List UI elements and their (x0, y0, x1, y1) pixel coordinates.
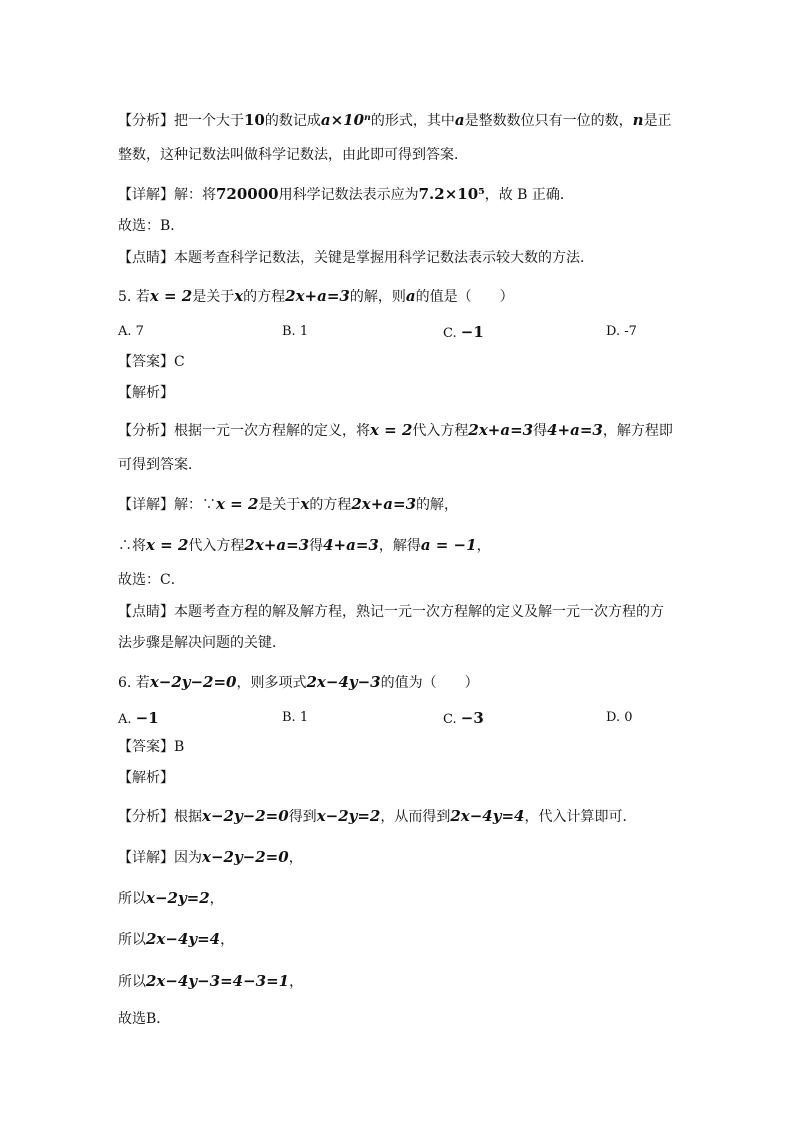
math: a = −1 (420, 536, 477, 554)
text: 所以 (118, 932, 146, 948)
text: ， (289, 974, 304, 990)
text: 的值是（ ） (415, 289, 514, 305)
math: x−2y−2=0 (202, 848, 289, 866)
text: ， (288, 850, 303, 866)
math: 720000 (216, 185, 279, 203)
math: 2x−4y=4 (450, 807, 525, 825)
q4-analysis-line-2: 整数，这种记数法叫做科学记数法，由此即可得到答案． (118, 147, 468, 163)
math: −1 (135, 709, 159, 727)
q6-stem (118, 672, 479, 693)
math: 10 (244, 111, 265, 129)
math: 2x+a=3 (244, 536, 310, 554)
text: ，解得 (378, 538, 421, 554)
math: a (405, 287, 416, 305)
text: 所以 (118, 891, 146, 907)
text: 是整数数位只有一位的数， (464, 113, 633, 129)
math: 2x−4y−3 (306, 673, 381, 691)
q4-choice: 故选：B． (118, 218, 185, 234)
math: x = 2 (216, 495, 259, 513)
text: ，则多项式 (236, 675, 307, 691)
text: ，代入计算即可． (524, 809, 637, 825)
math: 2x−4y−3=4−3=1 (146, 972, 290, 990)
q5-detail-line-1 (118, 494, 458, 515)
q4-detail-line (118, 184, 574, 205)
q5-stem (118, 286, 514, 307)
text: 5. 若 (118, 289, 150, 305)
text: ，从而得到 (380, 809, 451, 825)
text: 【详解】解：∵ (118, 497, 216, 513)
math: x−2y−2=0 (149, 673, 237, 691)
text: 是关于 (192, 289, 235, 305)
q4-comment: 【点睛】本题考查科学记数法，关键是掌握用科学记数法表示较大数的方法． (118, 250, 594, 266)
q6-choice: 故选B． (118, 1011, 171, 1027)
text: 的方程 (309, 497, 352, 513)
text: 【分析】根据 (118, 809, 202, 825)
math: −1 (460, 323, 484, 341)
text: 用科学记数法表示应为 (278, 187, 419, 203)
text: ，故 B 正确． (484, 187, 574, 203)
text: A. (118, 712, 132, 727)
math: 4+a=3 (323, 536, 379, 554)
text: ，解方程即 (602, 423, 673, 439)
math: x = 2 (146, 536, 189, 554)
text: 得到 (288, 809, 317, 825)
text: 的方程 (243, 289, 286, 305)
q5-detail-line-2 (118, 535, 491, 556)
q6-step-1 (118, 888, 224, 909)
q6-option-b: B. 1 (282, 710, 309, 725)
math: x−2y=2 (146, 889, 210, 907)
text: 的数记成 (264, 113, 321, 129)
text: 代入方程 (412, 423, 469, 439)
text: 【详解】解：将 (118, 187, 216, 203)
q5-option-a: A. 7 (118, 324, 144, 339)
text: ， (476, 538, 491, 554)
text: 所以 (118, 974, 146, 990)
text: 【分析】根据一元一次方程解的定义，将 (118, 423, 370, 439)
text: 的形式，其中 (370, 113, 455, 129)
q6-detail-line (118, 847, 303, 868)
q6-answer: 【答案】B (118, 739, 185, 755)
q5-analysis-line-1 (118, 420, 673, 441)
text: ∴将 (118, 538, 146, 554)
text: 【分析】把一个大于 (118, 113, 244, 129)
math: x (300, 495, 310, 513)
q6-option-d: D. 0 (606, 710, 633, 725)
text: 6. 若 (118, 675, 150, 691)
q6-jiexi: 【解析】 (118, 770, 174, 786)
math: a×10ⁿ (320, 111, 371, 129)
math: x = 2 (149, 287, 193, 305)
text: C. (443, 712, 457, 727)
text: ， (209, 891, 224, 907)
q5-option-d: D. -7 (606, 324, 637, 339)
q5-comment-line-1: 【点睛】本题考查方程的解及解方程，熟记一元一次方程解的定义及解一元一次方程的方 (118, 604, 664, 620)
q5-answer: 【答案】C (118, 354, 185, 370)
text: 得 (309, 538, 324, 554)
q5-choice: 故选：C． (118, 572, 185, 588)
math: −3 (460, 709, 484, 727)
text: 得 (533, 423, 548, 439)
q6-option-c (443, 708, 484, 730)
q5-jiexi: 【解析】 (118, 385, 174, 401)
text: 的解， (416, 497, 459, 513)
math: x = 2 (370, 421, 413, 439)
math: x−2y−2=0 (202, 807, 289, 825)
math: a (454, 111, 465, 129)
text: 代入方程 (188, 538, 245, 554)
q4-analysis-line-1 (118, 110, 672, 131)
math: 2x+a=3 (468, 421, 534, 439)
q5-analysis-line-2: 可得到答案． (118, 457, 202, 473)
math: 2x−4y=4 (146, 930, 221, 948)
math: 2x+a=3 (285, 287, 350, 305)
text: 的解，则 (349, 289, 406, 305)
q6-step-2 (118, 929, 234, 950)
math: n (632, 111, 644, 129)
math: 7.2×10⁵ (418, 185, 485, 203)
math: x−2y=2 (316, 807, 381, 825)
q6-analysis-line (118, 806, 636, 827)
q6-step-3 (118, 971, 303, 992)
text: 是关于 (258, 497, 301, 513)
q6-option-a (118, 708, 159, 730)
q5-comment-line-2: 法步骤是解决问题的关键． (118, 635, 286, 651)
text: 【详解】因为 (118, 850, 202, 866)
q5-option-b: B. 1 (282, 324, 309, 339)
text: 是正 (643, 113, 672, 129)
text: ， (220, 932, 235, 948)
q5-option-c (443, 322, 484, 344)
math: 4+a=3 (547, 421, 603, 439)
math: 2x+a=3 (351, 495, 417, 513)
math: x (234, 287, 244, 305)
text: 的值为（ ） (380, 675, 479, 691)
text: C. (443, 326, 457, 341)
